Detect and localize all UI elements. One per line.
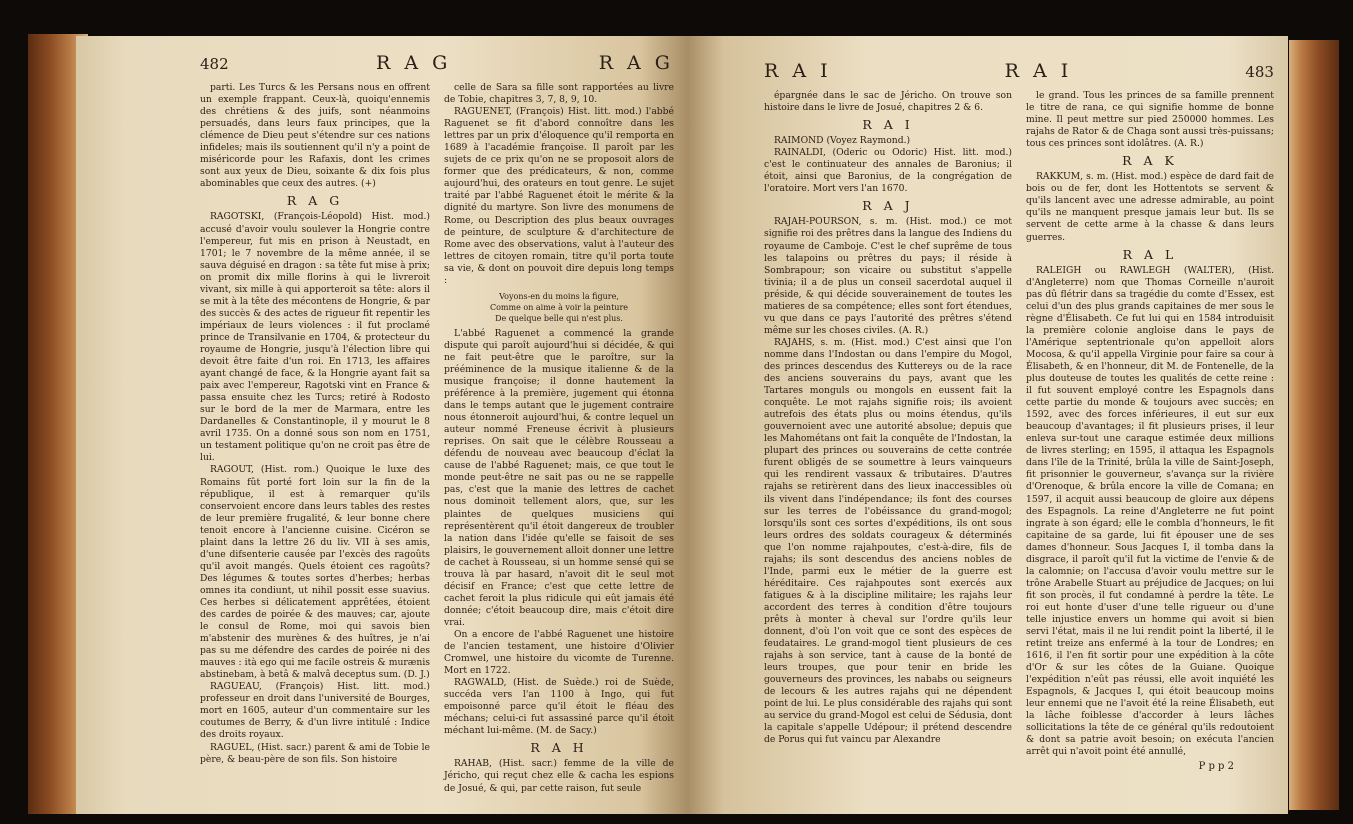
entry-paragraph: parti. Les Turcs & les Persans nous en offrent un exemple frappant. Ceux-là, quoiqu'ennemis des chrétiens & des juifs, sont néanmoins persuadés, dans leurs faux principes, que la clémence de Dieu peut s'étendre sur ces nations infideles; mais ils soutiennent qu'il n'y a point de miséricorde pour les Rafaxis, dont les crimes sont aux yeux de Dieu, soixante & dix fois plus abominables que ceux des autres. (+) <box>200 82 430 190</box>
section-heading: R A K <box>1122 153 1178 169</box>
section-heading: R A H <box>530 740 588 756</box>
section-heading: R A J <box>862 198 914 214</box>
left-page <box>76 36 688 814</box>
right-cover-edge <box>1289 40 1339 810</box>
text-column <box>1026 90 1274 759</box>
entry-paragraph: RAJAHS, s. m. (Hist. mod.) C'est ainsi que l'on nomme dans l'Indostan ou dans l'empire du Mogol, des princes descendus des Kuttereys ou de la race des anciens souverains du pays, avant que les Tartares monguls ou mongols en eussent fait la conquête. Le mot rajahs signifie rois; ils avoient autrefois des états plus ou moins étendus, qu'ils gouvernoient avec une autorité absolue; depuis que les Mahométans ont fait la conquête de l'Indostan, la plupart des princes ou souverains de cette contrée furent obligés de se soumettre à leurs vainqueurs qui les rendirent vassaux & tributaires. D'autres rajahs se retirèrent dans des lieux inaccessibles où ils vivent dans l'indépendance; ils font des courses sur les terres de l'obéissance du grand-mogol; lorsqu'ils sont ces sortes d'expéditions, ils ont sous leurs ordres des soldats courageux & déterminés que l'on nomme rajahpoutes, c'est-à-dire, fils de rajahs; ils sont descendus des anciens nobles de l'Inde, parmi eux le métier de la guerre est héréditaire. Ces rajahpoutes sont exercés aux fatigues & à la discipline militaire; les rajahs leur accordent des terres à condition d'être toujours prêts à monter à cheval sur l'ordre qu'ils leur donnent, d'où l'on voit que ce sont des espèces de feudataires. Le grand-mogol tient plusieurs de ces rajahs à son service, tant à cause de la bonté de leurs troupes, que pour tenir en bride les gouverneurs des provinces, les nababs ou seigneurs de lecours & les autres rajahs qui ne dépendent point de lui. Le plus considérable des rajahs qui sont au service du grand-Mogol est celui de Sédusia, dont la capitale s'appelle Udépour; il prétend descendre de Porus qui fut vaincu par Alexandre <box>764 336 1012 746</box>
verse-quote <box>444 291 674 324</box>
entry-paragraph: RAGWALD, (Hist. de Suède.) roi de Suède, succéda vers l'an 1100 à Ingo, qui fut empoisonné parce qu'il étoit le fléau des méchans; celui-ci fut assassiné parce qu'il étoit méchant lui-même. (M. de Sacy.) <box>444 677 674 737</box>
right-page-header <box>764 60 1274 84</box>
running-head: R A I <box>1004 60 1073 82</box>
entry-paragraph: celle de Sara sa fille sont rapportées au livre de Tobie, chapitres 3, 7, 8, 9, 10. <box>444 82 674 106</box>
entry-paragraph: RALEIGH ou RAWLEGH (WALTER), (Hist. d'Angleterre) nom que Thomas Corneille n'auroit pas dû flétrir dans sa tragédie du comte d'Essex, est celui d'un des plus grands capitaines de mer sous le règne d'Élisabeth. Ce fut lui qui en 1584 introduisit la première colonie angloise dans le pays de l'Amérique septentrionale qu'on appelloit alors Mocosa, & qu'il appella Virginie pour faire sa cour à Élisabeth, & en l'honneur, dit M. de Fontenelle, de la plus douteuse de toutes les qualités de cette reine : il fut souvent employé contre les Espagnols dans cette partie du monde & toujours avec succès; en 1592, avec des forces inférieures, il eut sur eux beaucoup d'avantages; il fit plusieurs prises, il leur enleva sur-tout une caraque estimée deux millions de livres sterling; en 1595, il attaqua les Espagnols dans l'île de la Trinité, brûla la ville de Saint-Joseph, fit prisonnier le gouverneur, s'avança sur la rivière d'Orenoque, & brûla encore la ville de Comana; en 1597, il acquit aussi beaucoup de gloire aux dépens des Espagnols. La reine d'Angleterre ne fut point ingrate à son égard; elle le combla d'honneurs, le fit capitaine de sa garde, lui fit épouser une de ses dames d'honneur. Sous Jacques I, il tomba dans la disgrace, il paroît qu'il fut la victime de l'envie & de la calomnie; on l'accusa d'avoir voulu mettre sur le trône Arabelle Stuart au préjudice de Jacques; on lui fit son procès, il fut condamné à perdre la tête. Le roi eut honte d'user d'une telle rigueur ou d'une telle injustice envers un homme qui avoit si bien servi l'état, mais il ne lui rendit point la liberté, il le retint treize ans enfermé à la tour de Londres; en 1616, il l'en fit sortir pour une expédition à la côte d'Or & sur les côtes de la Guiane. Quoique l'expédition n'eût pas réussi, elle avoit inquiété les Espagnols, & Jacques I, qui étoit beaucoup moins leur ennemi que ne l'avoit été la reine Élisabeth, eut la lâche foiblesse d'accorder à leurs lâches sollicitations la tête de ce général qu'ils redoutoient & dont sa patrie avoit besoin; on exécuta l'ancien arrêt qui n'avoit point été annullé, <box>1026 264 1274 758</box>
signature-mark: P p p 2 <box>1198 760 1234 772</box>
right-page <box>688 36 1288 814</box>
left-page-header <box>200 52 674 76</box>
entry-paragraph: L'abbé Raguenet a commencé la grande dispute qui paroît aujourd'hui si décidée, & qui ne fait peut-être que le paroître, sur la prééminence de la musique italienne & de la musique françoise; il donne hautement la préférence à la première, jugement qui étonna dans le temps autant que le jugement contraire nous étonneroit aujourd'hui, & contre lequel un auteur nommé Freneuse écrivit à plusieurs reprises. On sait que le célèbre Rousseau a défendu de nouveau avec beaucoup d'éclat la cause de l'abbé Raguenet; mais, ce que tout le monde peut-être ne sait pas ou ne se rappelle pas, c'est que la manie des lettres de cachet nous dominoit tellement alors, que, sur les plaintes de quelques musiciens qui représentèrent qu'il étoit dangereux de troubler la nation dans l'idée qu'elle se faisoit de ses plaisirs, le gouvernement alloit donner une lettre de cachet à Rousseau, si un homme sensé qui se trouva là par hasard, n'avoit dit le seul mot décisif en France; c'est que cette lettre de cachet feroit la plus ridicule qui eût jamais été donnée; c'étoit beaucoup dire, mais c'étoit dire vrai. <box>444 327 674 628</box>
entry-paragraph: RAINALDI, (Oderic ou Odoric) Hist. litt. mod.) c'est le continuateur des annales de Baronius; il étoit, ainsi que Baronius, de la congrégation de l'oratoire. Mort vers l'an 1670. <box>764 147 1012 195</box>
entry-paragraph: RAJAH-POURSON, s. m. (Hist. mod.) ce mot signifie roi des prêtres dans la langue des Indiens du royaume de Camboje. C'est le chef suprême de tous les talapoins ou prêtres du pays; il réside à Sombrapour; son vicaire ou substitut s'appelle tivinia; il a de plus un conseil sacerdotal auquel il préside, & qui décide souverainement de toutes les matieres de sa compétence; elles sont fort étendues, vu que dans ce pays l'autorité des prêtres s'étend même sur les choses civiles. (A. R.) <box>764 216 1012 336</box>
verse-line: De quelque belle qui n'est plus. <box>495 313 623 323</box>
section-heading: R A I <box>862 117 914 133</box>
text-column <box>444 82 674 795</box>
entry-paragraph: RAKKUM, s. m. (Hist. mod.) espèce de dard fait de bois ou de fer, dont les Hottentots se servent & qu'ils lancent avec une adresse admirable, au point qu'ils ne manquent presque jamais leur but. Ils se servent de cette arme à la chasse & dans leurs guerres. <box>1026 171 1274 243</box>
entry-paragraph: RAGUEAU, (François) Hist. litt. mod.) professeur en droit dans l'université de Bourges, mort en 1605, auteur d'un commentaire sur les coutumes de Berry, & d'un livre intitulé : Indice des droits royaux. <box>200 681 430 741</box>
text-column <box>200 82 430 795</box>
entry-paragraph: épargnée dans le sac de Jéricho. On trouve son histoire dans le livre de Josué, chapitres 2 & 6. <box>764 90 1012 114</box>
entry-paragraph: RAIMOND (Voyez Raymond.) <box>774 135 911 147</box>
entry-paragraph: RAGOTSKI, (François-Léopold) Hist. mod.) accusé d'avoir voulu soulever la Hongrie contre l'empereur, fut mis en prison à Neustadt, en 1701; le 7 novembre de la même année, il se sauva déguisé en dragon : sa tête fut mise à prix; on promit dix mille florins à qui le livreroit vivant, six mille à qui apporteroit sa tête: alors il se mit à la tête des mécontens de Hongrie, & par des succès & des actes de rigueur fit repentir les impériaux de leurs violences : il fut proclamé prince de Transilvanie en 1704, & protecteur du royaume de Hongrie, jusqu'à l'élection libre qui devoit être faite d'un roi. En 1713, les affaires ayant changé de face, & la Hongrie ayant fait sa paix avec l'empereur, Ragotski vint en France & passa ensuite chez les Turcs; retiré à Rodosto sur le bord de la mer de Marmara, entre les Dardanelles & Constantinople, il y mourut le 8 avril 1735. On a donné sous son nom en 1751, un testament politique qu'on ne croit pas être de lui. <box>200 211 430 464</box>
entry-paragraph: RAHAB, (Hist. sacr.) femme de la ville de Jéricho, qui reçut chez elle & cacha les espions de Josué, & qui, par cette raison, fut seule <box>444 758 674 794</box>
section-heading: R A G <box>286 193 344 209</box>
entry-paragraph: RAGOUT, (Hist. rom.) Quoique le luxe des Romains fût porté fort loin sur la fin de la république, il est à remarquer qu'ils conservoient encore dans leurs tables des restes de leur première frugalité, & leur bonne chere tenoit encore à l'ancienne cuisine. Cicéron se plaint dans la lettre 26 du liv. VII à ses amis, d'une difsenterie causée par l'excès des ragoûts qu'il avoit mangés. Quels étoient ces ragoûts? Des légumes & toutes sortes d'herbes; herbas omnes ita condiunt, ut nihil possit esse suavius. Ces herbes si délicatement apprêtées, étoient des cardes de poirée & des mauves; car, ajoute le consul de Rome, moi qui savois bien m'abstenir des murènes & des huîtres, je n'ai pas su me défendre des cardes de poirée ni des mauves : ità ego qui me facile ostreis & murænis abstinebam, à betâ & malvâ deceptus sum. (D. J.) <box>200 464 430 681</box>
entry-paragraph: le grand. Tous les princes de sa famille prennent le titre de rana, ce qui signifie homme de bonne mine. Il peut mettre sur pied 250000 hommes. Les rajahs de Rator & de Chaga sont aussi très-puissans; tous ces princes sont idolâtres. (A. R.) <box>1026 90 1274 150</box>
running-head: R A G <box>376 52 452 74</box>
entry-paragraph: On a encore de l'abbé Raguenet une histoire de l'ancien testament, une histoire d'Olivier Cromwel, une histoire du vicomte de Turenne. Mort en 1722. <box>444 628 674 677</box>
text-column <box>764 90 1012 759</box>
verse-line: Voyons-en du moins la figure, <box>499 291 619 301</box>
page-number: 482 <box>200 55 229 73</box>
verse-line: Comme on aime à voir la peinture <box>489 302 629 312</box>
entry-paragraph: RAGUENET, (François) Hist. litt. mod.) l'abbé Raguenet se fit d'abord connoître dans les lettres par un prix d'éloquence qu'il remporta en 1689 à l'académie françoise. Il paroît par les sujets de ce prix qu'on ne se proposoit alors de former que des prédicateurs, & non, comme aujourd'hui, des orateurs en tout genre. Le sujet traité par l'abbé Raguenet étoit le mérite & la dignité du martyre. Son livre des monumens de Rome, ou Description des plus beaux ouvrages de peinture, de sculpture & d'architecture de Rome avec des observations, valut à l'auteur des lettres de citoyen romain, titre qu'il porta toute sa vie, & dont on pouvoit dire depuis long temps : <box>444 106 674 286</box>
section-heading: R A L <box>1122 246 1178 262</box>
entry-paragraph: RAGUEL, (Hist. sacr.) parent & ami de Tobie le père, & beau-père de son fils. Son histoire <box>200 741 430 765</box>
running-head: R A G <box>598 52 674 74</box>
page-number: 483 <box>1245 63 1274 81</box>
running-head: R A I <box>764 60 832 82</box>
